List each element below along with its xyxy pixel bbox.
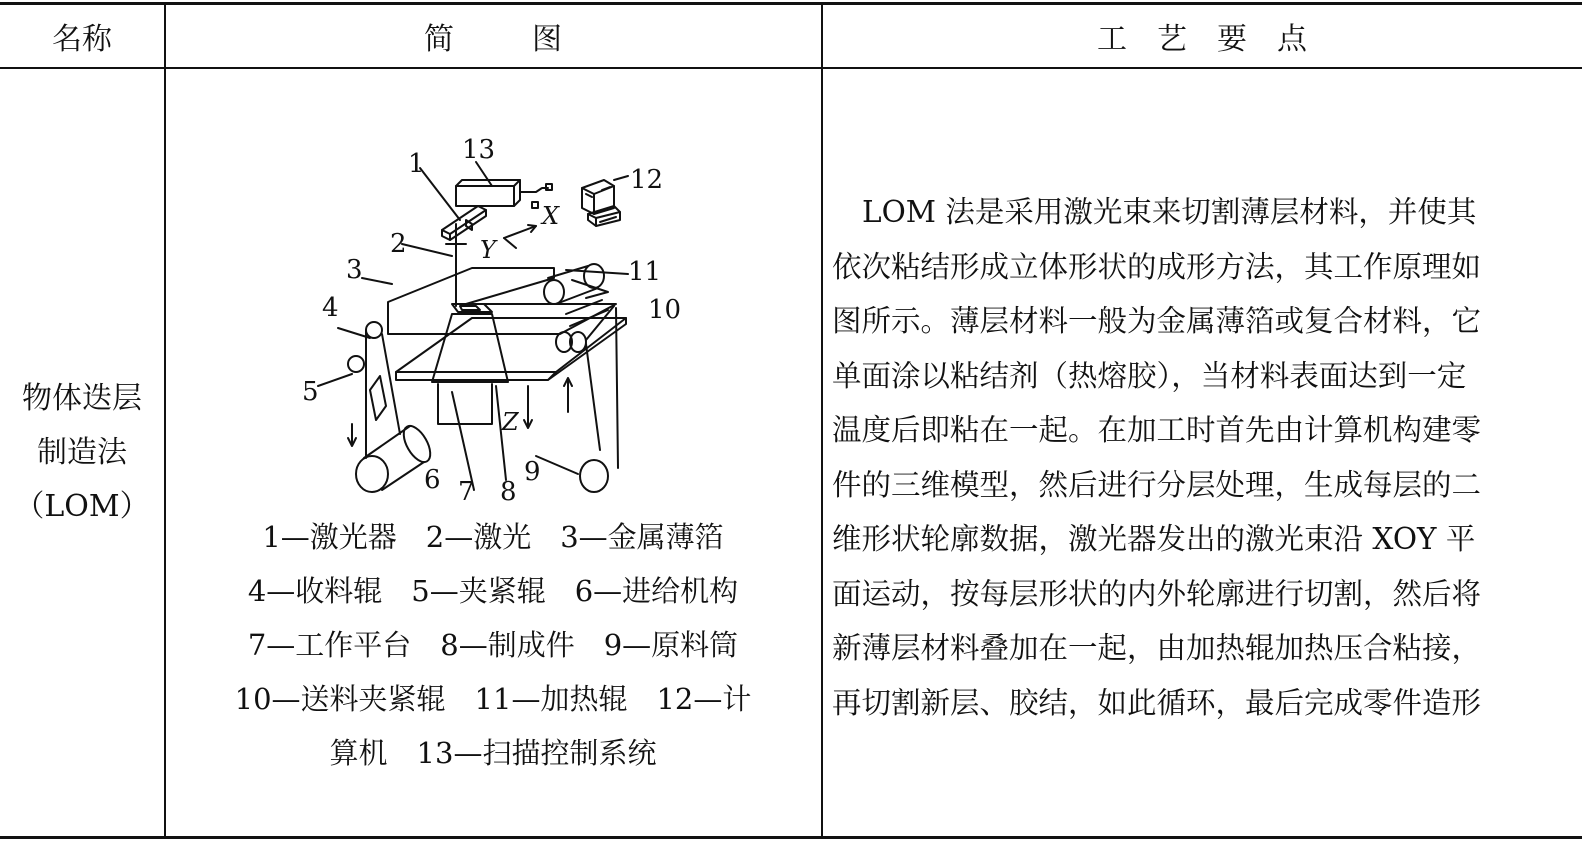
column-divider-2 xyxy=(821,4,823,838)
raw-material-drum xyxy=(580,460,608,492)
method-name-line-3: （LOM） xyxy=(14,489,150,524)
y-axis-arrow xyxy=(504,238,516,248)
method-name xyxy=(0,68,164,838)
scan-control-box-shape xyxy=(456,180,552,208)
method-name-line-1: 物体迭层 xyxy=(22,381,142,416)
description-line: 再切割新层、胶结，如此循环，最后完成零件造形 xyxy=(832,685,1482,720)
axis-label-x: X xyxy=(542,202,560,230)
diagram-label-9: 9 xyxy=(524,457,541,487)
diagram-label-10: 10 xyxy=(648,295,682,325)
axis-label-y: Y xyxy=(480,236,496,264)
computer-shape xyxy=(582,180,620,226)
take-up-roller xyxy=(366,322,382,338)
description-line: 件的三维模型，然后进行分层处理，生成每层的二 xyxy=(832,467,1482,502)
diagram-legend-line-4: 10—送料夹紧辊 11—加热辊 12—计 xyxy=(234,682,752,716)
description-line: 依次粘结形成立体形状的成形方法，其工作原理如 xyxy=(832,249,1482,284)
diagram-label-8: 8 xyxy=(500,477,517,507)
work-platform-column xyxy=(438,384,492,424)
diagram-label-2: 2 xyxy=(390,229,407,259)
description-line: LOM 法是采用激光束来切割薄层材料，并使其 xyxy=(862,195,1477,229)
process-description xyxy=(832,185,1558,730)
diagram-label-11: 11 xyxy=(628,257,662,287)
diagram-legend-line-5: 算机 13—扫描控制系统 xyxy=(329,736,657,770)
table-bottom-border xyxy=(0,836,1582,839)
diagram-label-4: 4 xyxy=(322,293,339,323)
header-diagram: 简图 xyxy=(424,22,640,57)
clamp-roller xyxy=(348,356,364,372)
header-name: 名称 xyxy=(52,22,112,57)
diagram-label-5: 5 xyxy=(302,377,319,407)
axis-label-z: Z xyxy=(502,408,519,436)
z-axis-arrow xyxy=(524,386,532,428)
right-web xyxy=(586,306,618,468)
diagram-label-7: 7 xyxy=(458,477,475,507)
diagram-label-12: 12 xyxy=(630,165,664,195)
description-line: 图所示。薄层材料一般为金属薄箔或复合材料，它 xyxy=(832,304,1482,338)
diagram-label-1: 1 xyxy=(408,149,425,179)
header-process: 工艺要点 xyxy=(1097,22,1337,57)
description-line: 面运动，按每层形状的内外轮廓进行切割，然后将 xyxy=(832,576,1482,611)
description-line: 单面涂以粘结剂（热熔胶），当材料表面达到一定 xyxy=(832,358,1467,393)
description-line: 温度后即粘在一起。在加工时首先由计算机构建零 xyxy=(832,413,1482,447)
diagram-label-3: 3 xyxy=(346,255,363,285)
work-platform-top xyxy=(396,318,626,372)
lom-schematic-diagram xyxy=(296,128,696,508)
diagram-legend-line-2: 4—收料辊 5—夹紧辊 6—进给机构 xyxy=(247,574,739,608)
description-line: 新薄层材料叠加在一起，由加热辊加热压合粘接， xyxy=(832,631,1482,665)
feed-clamp-rollers xyxy=(556,300,608,352)
diagram-label-6: 6 xyxy=(424,465,441,495)
description-line: 维形状轮廓数据，激光器发出的激光束沿 XOY 平 xyxy=(832,522,1476,556)
diagram-label-13: 13 xyxy=(462,135,496,165)
diagram-legend-line-1: 1—激光器 2—激光 3—金属薄箔 xyxy=(262,520,724,554)
diagram-legend-line-3: 7—工作平台 8—制成件 9—原料筒 xyxy=(247,628,739,662)
method-name-line-2: 制造法 xyxy=(37,435,127,470)
metal-foil-sheet xyxy=(388,268,616,334)
